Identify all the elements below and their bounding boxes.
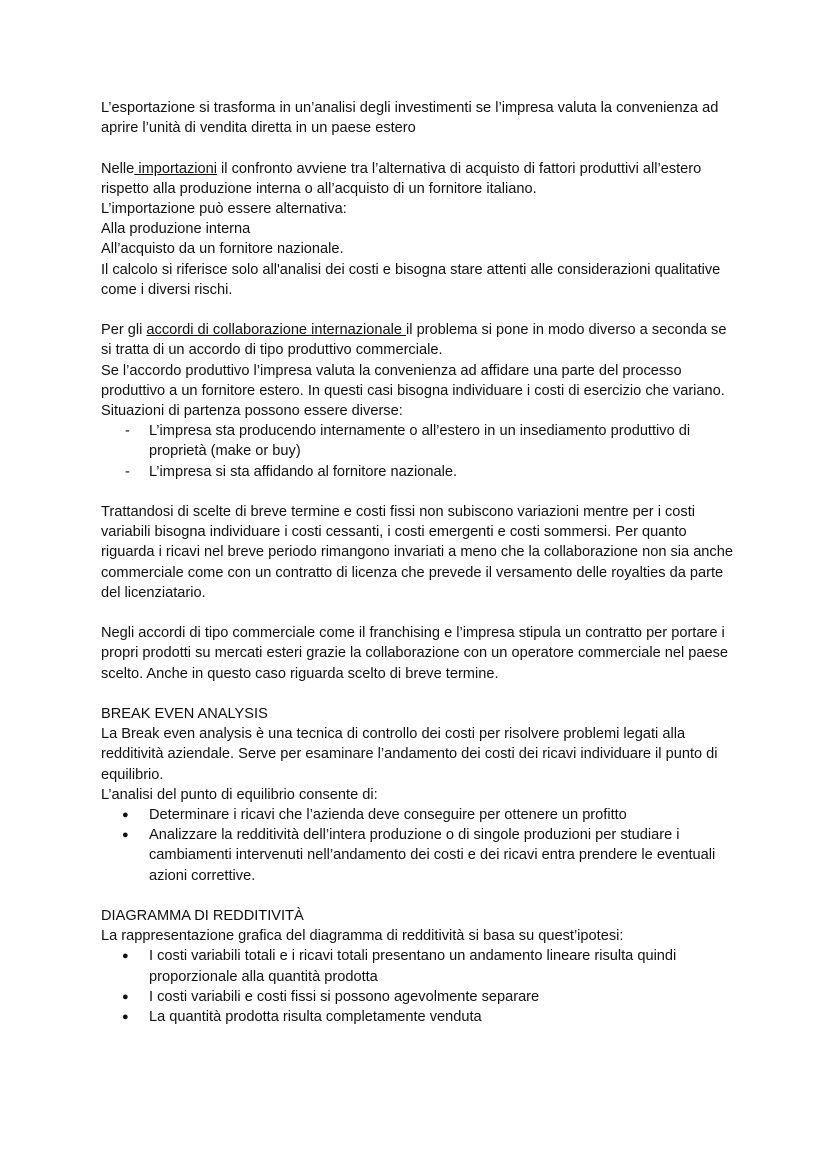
paragraph-commercial-agreements: Negli accordi di tipo commerciale come il franchising e l’impresa stipula un contratto per portare i propri prodotti su mercati esteri grazie la collaborazione con un operatore commerciale nel paese scelto. Anche in questo caso riguarda scelto di breve termine. xyxy=(101,625,729,682)
paragraph-bea-definition: La Break even analysis è una tecnica di controllo dei costi per risolvere problemi legati alla redditività aziendale. Serve per esaminare l’andamento dei costi dei ricavi individuare il punto di equilibrio. xyxy=(101,726,718,783)
list-item: - L’impresa sta producendo internamente o all’estero in un insediamento produttivo di proprietà (make or buy) xyxy=(101,421,741,461)
list-item: ● Determinare i ricavi che l’azienda deve conseguire per ottenere un profitto xyxy=(101,805,741,825)
paragraph-short-term: Trattandosi di scelte di breve termine e costi fissi non subiscono variazioni mentre per i costi variabili bisogna individuare i costi cessanti, i costi emergenti e costi sommersi. Per quanto riguarda i ricavi nel breve periodo rimangono invariati a meno che la collaborazione non sia anche commerciale come con un contratto di licenza che prevede il versamento delle royalties da parte del licenziatario. xyxy=(101,504,733,601)
paragraph-agreements xyxy=(101,320,741,360)
bullet-list-dr xyxy=(101,946,741,1027)
paragraph-import-alternative: L’importazione può essere alternativa: xyxy=(101,201,347,217)
paragraph-national-supplier: All’acquisto da un fornitore nazionale. xyxy=(101,241,344,258)
text: il problema si pone in modo diverso a seconda se si tratta di un accordo di tipo produttivo commerciale. xyxy=(101,322,727,359)
paragraph-starting-situations: Situazioni di partenza possono essere diverse: xyxy=(101,403,403,420)
heading-break-even-analysis: BREAK EVEN ANALYSIS xyxy=(101,706,268,723)
bullet-list-bea xyxy=(101,805,741,886)
spacer xyxy=(101,603,741,623)
paragraph-bea-intro: L’analisi del punto di equilibrio consente di: xyxy=(101,786,378,803)
paragraph-calculation: Il calcolo si riferisce solo all'analisi dei costi e bisogna stare attenti alle considerazioni qualitative come i diversi rischi. xyxy=(101,261,721,298)
document-page xyxy=(101,98,741,1027)
spacer xyxy=(101,886,741,906)
underlined-term-accordi: accordi di collaborazione internazionale xyxy=(146,322,407,339)
paragraph-internal-production: Alla produzione interna xyxy=(101,221,251,238)
spacer xyxy=(101,300,741,320)
text: Per gli xyxy=(101,322,147,339)
spacer xyxy=(101,684,741,704)
spacer xyxy=(101,482,741,502)
heading-diagramma-di-redditivita: DIAGRAMMA DI REDDITIVITÀ xyxy=(101,908,304,925)
dash-list xyxy=(101,421,741,482)
spacer xyxy=(101,138,741,158)
text: Nelle xyxy=(101,160,135,177)
list-item: ● La quantità prodotta risulta completamente venduta xyxy=(101,1007,741,1027)
text: il confronto avviene tra l’alternativa di acquisto di fattori produttivi all’estero rispetto alla produzione interna o all’acquisto di un fornitore italiano. xyxy=(101,160,702,197)
paragraph-imports xyxy=(101,159,741,199)
list-item: ● I costi variabili totali e i ricavi totali presentano un andamento lineare risulta quindi proporzionale alla quantità prodotta xyxy=(101,946,741,986)
underlined-term-importazioni: importazioni xyxy=(134,160,217,177)
paragraph-dr-intro: La rappresentazione grafica del diagramma di redditività si basa su quest’ipotesi: xyxy=(101,928,624,945)
paragraph-export: L’esportazione si trasforma in un’analisi degli investimenti se l’impresa valuta la convenienza ad aprire l’unità di vendita diretta in un paese estero xyxy=(101,100,719,137)
list-item: - L’impresa si sta affidando al fornitore nazionale. xyxy=(101,462,741,482)
paragraph-productive-agreement: Se l’accordo produttivo l’impresa valuta la convenienza ad affidare una parte del processo produttivo a un fornitore estero. In questi casi bisogna individuare i costi di esercizio che variano. xyxy=(101,362,725,399)
list-item: ● I costi variabili e costi fissi si possono agevolmente separare xyxy=(101,987,741,1007)
list-item: ● Analizzare la redditività dell’intera produzione o di singole produzioni per studiare i cambiamenti intervenuti nell’andamento dei costi e dei ricavi entra prendere le eventuali azioni correttive. xyxy=(101,825,741,886)
